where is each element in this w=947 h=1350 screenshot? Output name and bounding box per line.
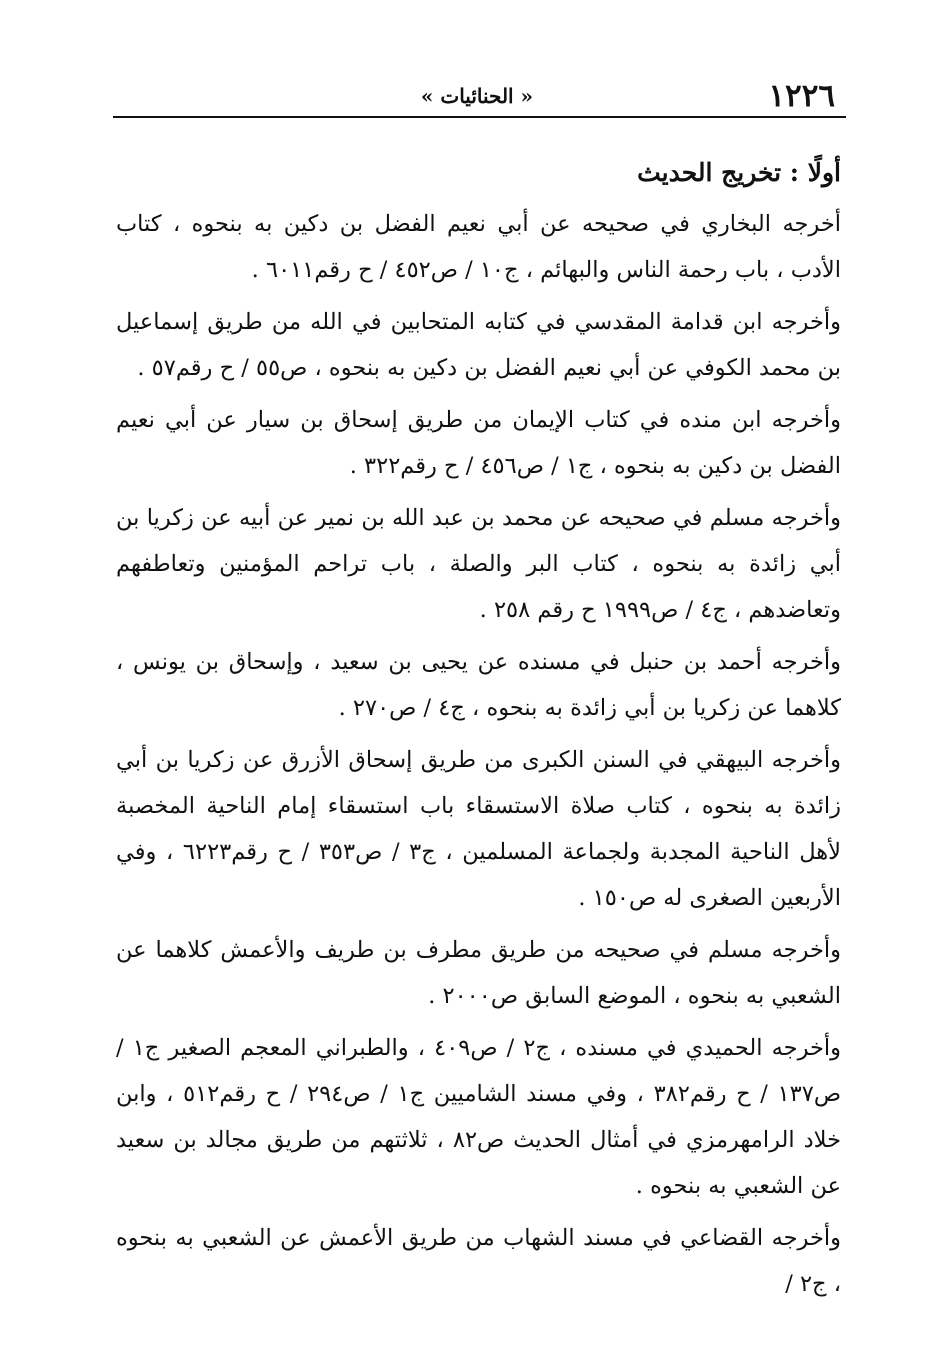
main-content — [116, 150, 841, 1313]
paragraph: وأخرجه الحميدي في مسنده ، ج٢ / ص٤٠٩ ، والطبراني المعجم الصغير ج١ / ص١٣٧ / ح رقم٣٨٢ ، وفي مسند الشاميين ج١ / ص٢٩٤ / ح رقم٥١٢ ، وابن خلاد الرامهرمزي في أمثال الحديث ص٨٢ ، ثلاثتهم من طريق مجالد بن سعيد عن الشعبي به بنحوه . — [116, 1035, 842, 1199]
page-number: ١٢٢٦ — [768, 78, 835, 114]
paragraph: وأخرجه القضاعي في مسند الشهاب من طريق الأعمش عن الشعبي به بنحوه ، ج٢ / — [116, 1225, 841, 1297]
paragraph: وأخرجه ابن منده في كتاب الإيمان من طريق إسحاق بن سيار عن أبي نعيم الفضل بن دكين به بنحوه ، ج١ / ص٤٥٦ / ح رقم٣٢٢ . — [116, 407, 841, 479]
paragraph: وأخرجه مسلم في صحيحه عن محمد بن عبد الله بن نمير عن أبيه عن زكريا بن أبي زائدة به بنحوه ، كتاب البر والصلة ، باب تراحم المؤمنين وتعاطفهم وتعاضدهم ، ج٤ / ص١٩٩٩ ح رقم ٢٥٨ . — [116, 505, 841, 623]
paragraph: وأخرجه مسلم في صحيحه من طريق مطرف بن طريف والأعمش كلاهما عن الشعبي به بنحوه ، الموضع السابق ص٢٠٠٠ . — [116, 937, 841, 1009]
paragraph: وأخرجه أحمد بن حنبل في مسنده عن يحيى بن سعيد ، وإسحاق بن يونس ، كلاهما عن زكريا بن أبي زائدة به بنحوه ، ج٤ / ص٢٧٠ . — [116, 649, 841, 721]
paragraph: وأخرجه ابن قدامة المقدسي في كتابه المتحابين في الله من طريق إسماعيل بن محمد الكوفي عن أبي نعيم الفضل بن دكين به بنحوه ، ص٥٥ / ح رقم٥٧ . — [116, 309, 841, 381]
running-head — [113, 78, 841, 116]
section-heading: أولًا : تخريج الحديث — [637, 158, 841, 187]
paragraph: أخرجه البخاري في صحيحه عن أبي نعيم الفضل بن دكين به بنحوه ، كتاب الأدب ، باب رحمة الناس والبهائم ، ج١٠ / ص٤٥٢ / ح رقم٦٠١١ . — [116, 211, 841, 283]
paragraph: وأخرجه البيهقي في السنن الكبرى من طريق إسحاق الأزرق عن زكريا بن أبي زائدة به بنحوه ، كتاب صلاة الاستسقاء باب استسقاء إمام الناحية المخصبة لأهل الناحية المجدبة ولجماعة المسلمين ، ج٣ / ص٣٥٣ / ح رقم٦٢٢٣ ، وفي الأربعين الصغرى له ص١٥٠ . — [116, 747, 841, 911]
book-title: « الحنائيات » — [420, 84, 534, 108]
header-divider — [113, 116, 846, 118]
